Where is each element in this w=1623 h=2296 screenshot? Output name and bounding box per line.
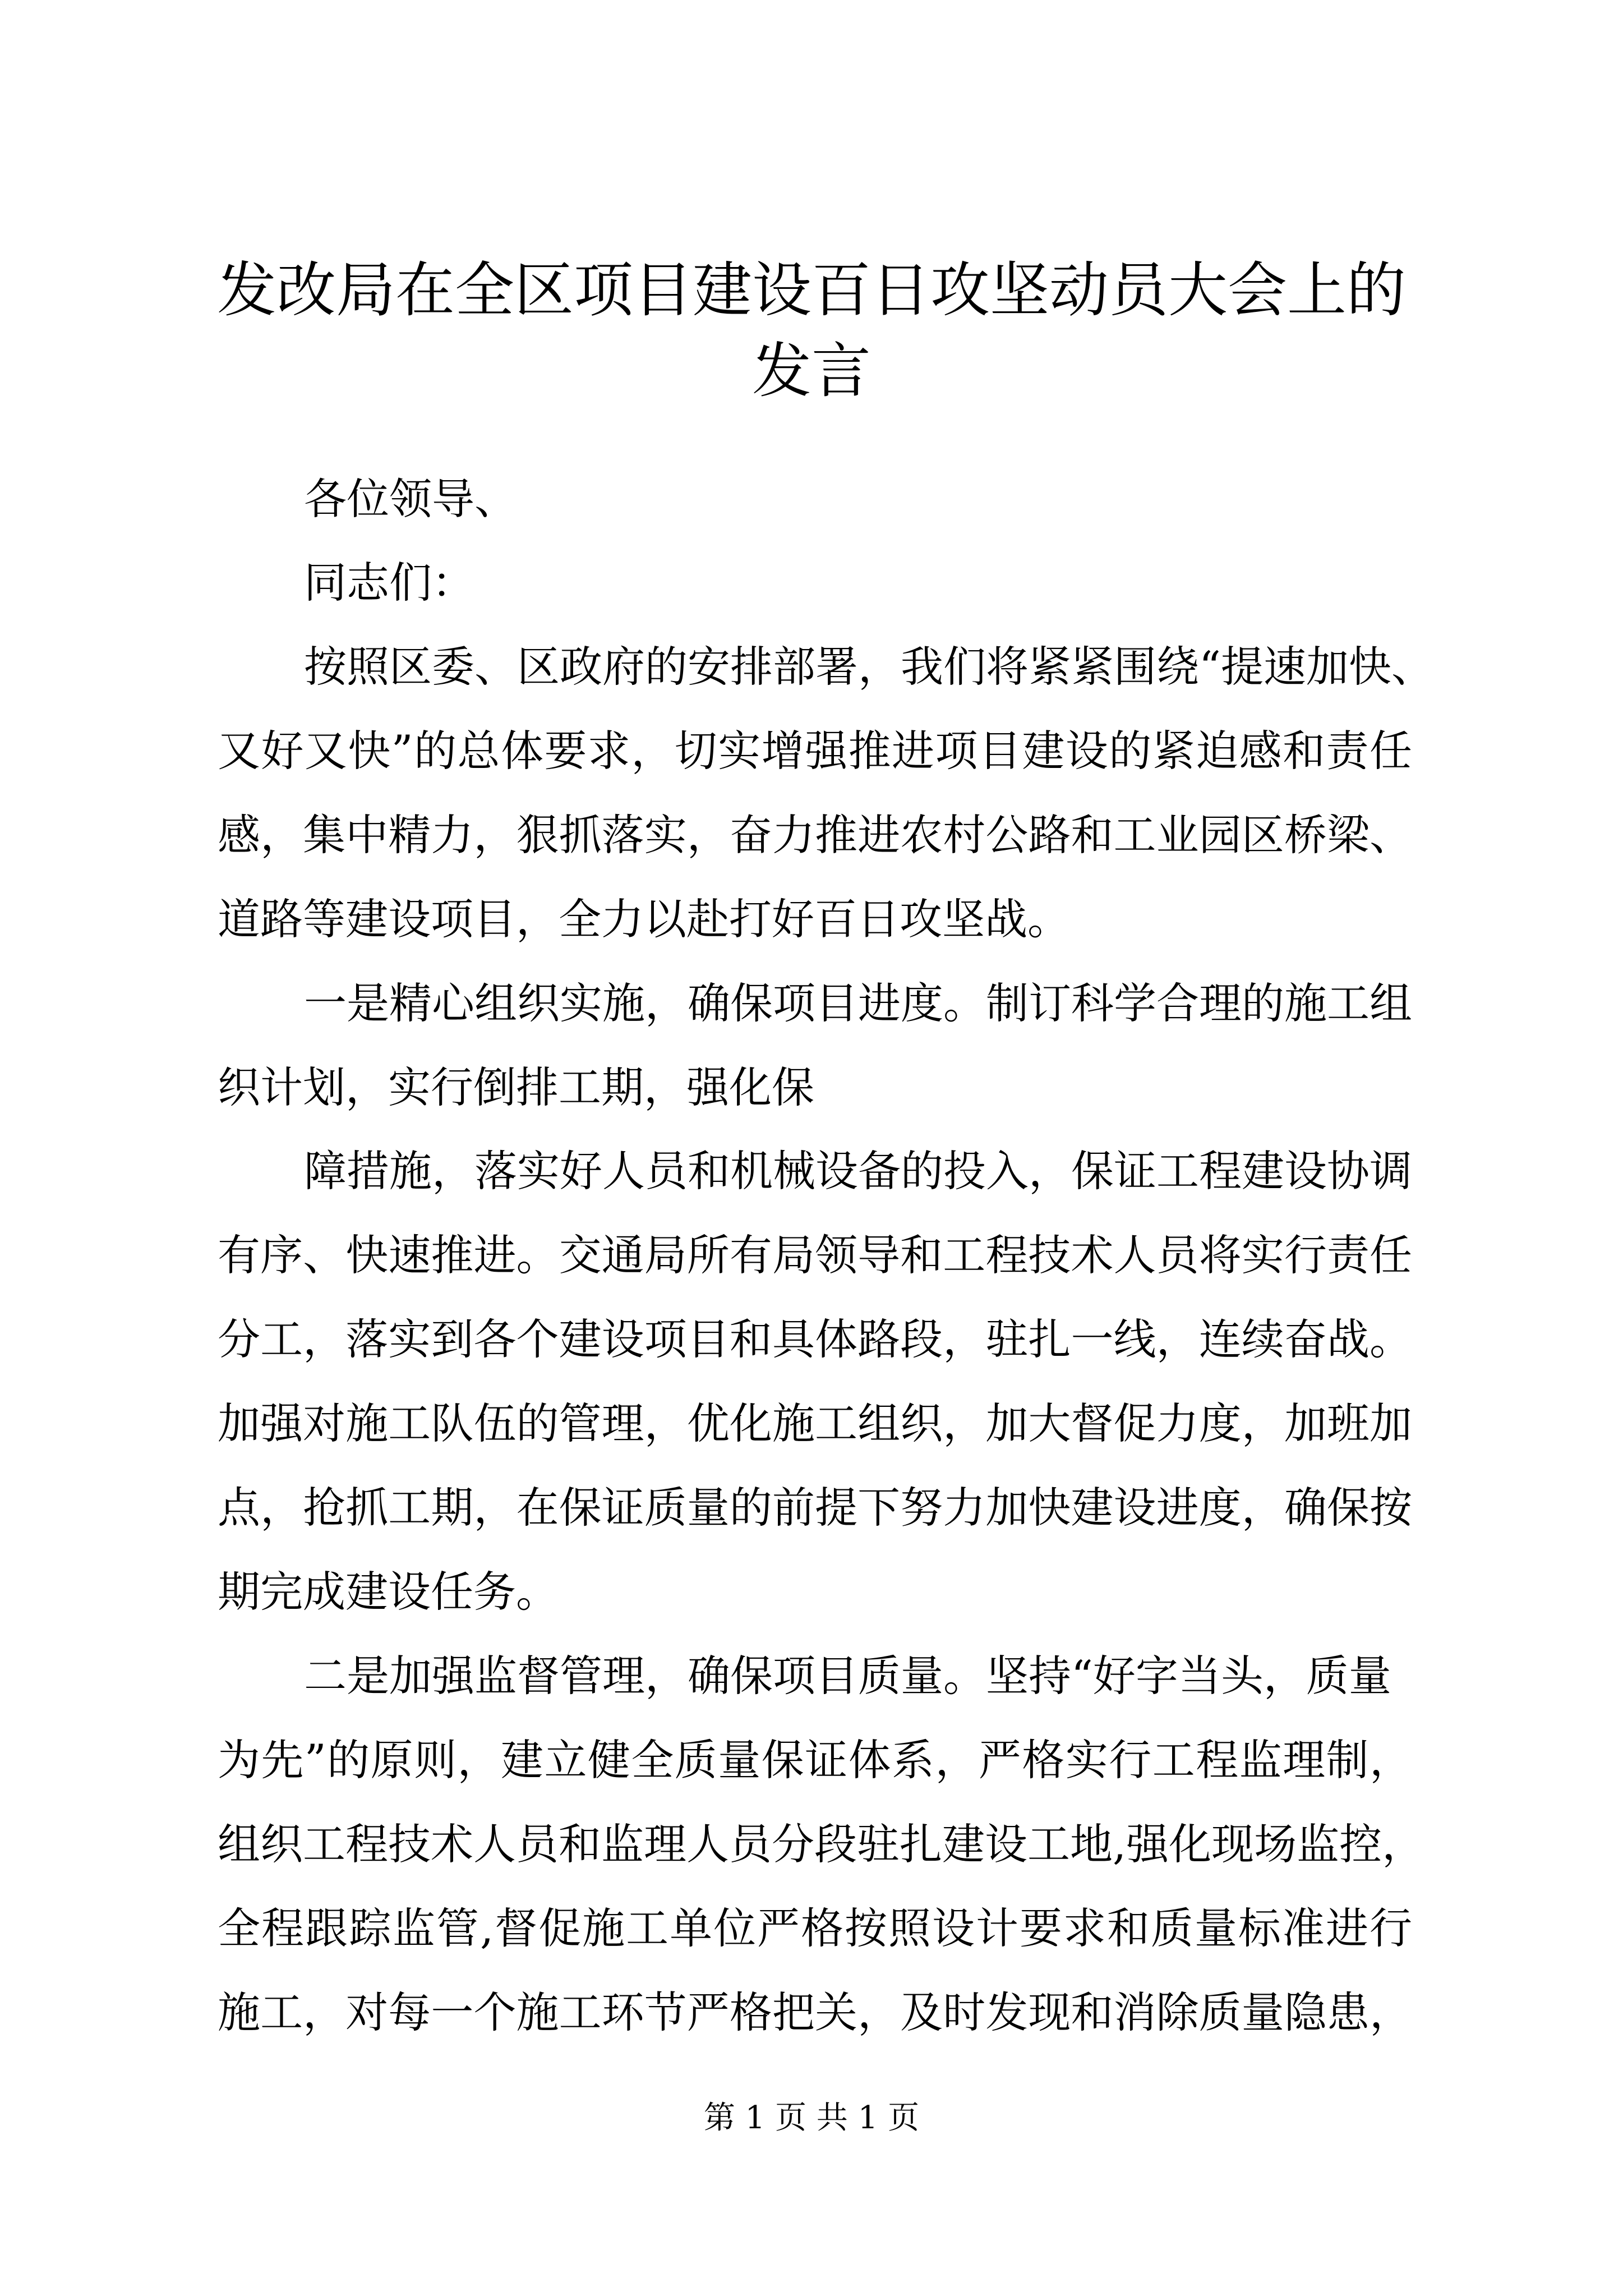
page-number-footer: 第 1 页 共 1 页 xyxy=(703,2100,920,2136)
paragraph-1-line-4: 道路等建设项目，全力以赴打好百日攻坚战。 xyxy=(218,894,1070,944)
paragraph-4-line-5: 施工，对每一个施工环节严格把关，及时发现和消除质量隐患， xyxy=(218,1987,1412,2037)
paragraph-3-line-5: 点，抢抓工期，在保证质量的前提下努力加快建设进度，确保按 xyxy=(218,1483,1412,1533)
paragraph-3-line-6: 期完成建设任务。 xyxy=(218,1567,559,1617)
paragraph-1-line-2: 又好又快”的总体要求，切实增强推进项目建设的紧迫感和责任 xyxy=(218,726,1412,776)
paragraph-3-line-2: 有序、快速推进。交通局所有局领导和工程技术人员将实行责任 xyxy=(218,1230,1412,1280)
paragraph-3-line-1: 障措施，落实好人员和机械设备的投入，保证工程建设协调 xyxy=(304,1146,1412,1196)
paragraph-1-line-3: 感，集中精力，狠抓落实，奋力推进农村公路和工业园区桥梁、 xyxy=(218,810,1412,860)
paragraph-2-line-2: 织计划，实行倒排工期，强化保 xyxy=(218,1062,814,1112)
document-title-line-2: 发言 xyxy=(752,337,871,406)
document-title-line-1: 发改局在全区项目建设百日攻坚动员大会上的 xyxy=(217,256,1406,325)
paragraph-4-line-3: 组织工程技术人员和监理人员分段驻扎建设工地,强化现场监控， xyxy=(218,1819,1425,1869)
paragraph-3-line-3: 分工，落实到各个建设项目和具体路段，驻扎一线，连续奋战。 xyxy=(218,1314,1412,1364)
paragraph-1-line-1: 按照区委、区政府的安排部署，我们将紧紧围绕“提速加快、 xyxy=(304,642,1434,692)
paragraph-4-line-2: 为先”的原则，建立健全质量保证体系，严格实行工程监理制， xyxy=(218,1735,1412,1785)
paragraph-3-line-4: 加强对施工队伍的管理，优化施工组织，加大督促力度，加班加 xyxy=(218,1398,1412,1448)
paragraph-2-line-1: 一是精心组织实施，确保项目进度。制订科学合理的施工组 xyxy=(304,978,1412,1028)
salutation-line-2: 同志们： xyxy=(304,558,474,608)
paragraph-4-line-4: 全程跟踪监管,督促施工单位严格按照设计要求和质量标准进行 xyxy=(218,1903,1412,1953)
salutation-line-1: 各位领导、 xyxy=(304,474,517,524)
paragraph-4-line-1: 二是加强监督管理，确保项目质量。坚持“好字当头，质量 xyxy=(304,1651,1391,1701)
